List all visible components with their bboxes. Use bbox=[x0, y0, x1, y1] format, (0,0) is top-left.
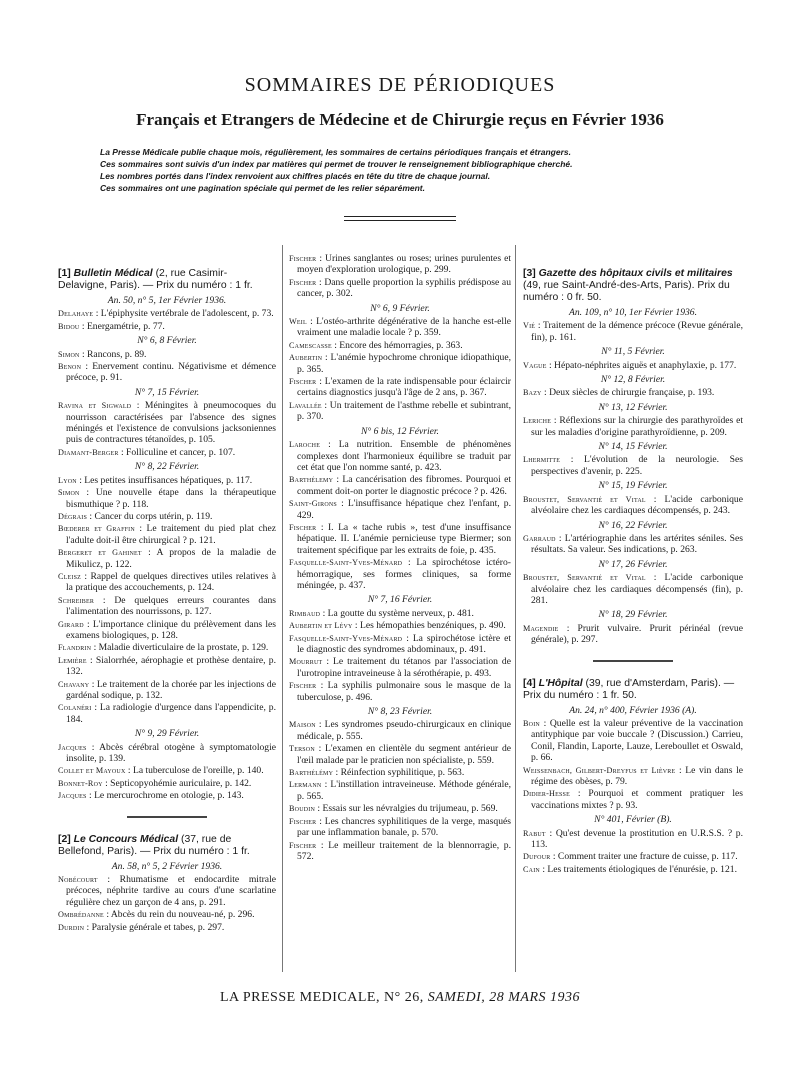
article-author: Weil bbox=[289, 317, 307, 327]
article-author: Fischer bbox=[289, 377, 317, 387]
issue-heading: N° 6 bis, 12 Février. bbox=[361, 425, 439, 437]
journal-heading bbox=[58, 834, 276, 858]
article-author: Boin bbox=[523, 718, 540, 728]
article-title: : Rhumatisme et endocardite mitrale précoces, néphrite tardive au cours d'une scarlatine régulière chez un garçon de 4 ans, p. 291. bbox=[66, 874, 276, 908]
article-entry bbox=[289, 816, 511, 839]
article-author: Vié bbox=[523, 321, 536, 331]
article-title: : L'anémie hypochrome chronique idiopathique, p. 365. bbox=[297, 352, 511, 375]
article-title: : La radiologie d'urgence dans l'appendicite, p. 184. bbox=[66, 702, 276, 725]
article-entry bbox=[289, 316, 511, 339]
article-title: : I. La « tache rubis », test d'une insuffisance hépatique. II. L'anémie pernicieuse type Biermer; son traitement spécifique par les extraits de foie, p. 435. bbox=[297, 521, 511, 556]
article-entry bbox=[289, 522, 511, 556]
article-entry bbox=[523, 572, 743, 606]
article-entry bbox=[289, 400, 511, 423]
article-author: Garraud bbox=[523, 533, 556, 543]
column-3 bbox=[523, 268, 743, 876]
article-title: : L'évolution de la neurologie. Ses perspectives d'avenir, p. 225. bbox=[531, 454, 743, 477]
article-title: : L'examen en clientèle du segment antérieur de l'œil malade par le praticien non spécialiste, p. 559. bbox=[297, 743, 511, 766]
article-author: Rimbaud bbox=[289, 608, 321, 618]
article-entry bbox=[523, 864, 743, 875]
column-divider bbox=[515, 245, 516, 972]
issue-heading: N° 13, 12 Février. bbox=[598, 401, 668, 413]
article-author: Collet et Mayoux bbox=[58, 766, 126, 776]
issue-heading: N° 8, 22 Février. bbox=[134, 461, 200, 473]
article-title: : Qu'est devenue la prostitution en U.R.S.S. ? p. 113. bbox=[531, 827, 743, 851]
article-title: : Le meilleur traitement de la blennorragie, p. 572. bbox=[297, 839, 511, 862]
article-entry bbox=[523, 718, 743, 764]
article-title: : La spirochétose ictère et le diagnostic des syndromes abdominaux, p. 491. bbox=[297, 632, 511, 655]
article-entry bbox=[523, 623, 743, 646]
article-author: Barthélémy bbox=[289, 768, 334, 778]
article-title: : La tuberculose de l'oreille, p. 140. bbox=[127, 765, 264, 777]
article-title: : La spirochétose ictéro-hémorragique, ses formes cliniques, sa forme méningée, p. 437. bbox=[297, 557, 511, 591]
article-author: Laroche bbox=[289, 440, 321, 450]
article-entry bbox=[58, 400, 276, 446]
article-title: : L'épiphysite vertébrale de l'adolescent, p. 73. bbox=[95, 308, 274, 320]
article-author: Mourrut bbox=[289, 657, 323, 667]
article-author: Durdin bbox=[58, 922, 85, 932]
article-title: : Sialorrhée, aérophagie et prothèse dentaire, p. 132. bbox=[66, 654, 277, 678]
article-title: : Le traitement de la chorée par les injections de gardénal sodique, p. 132. bbox=[66, 678, 276, 701]
column-2 bbox=[289, 253, 511, 863]
issue-heading: N° 16, 22 Février. bbox=[598, 519, 668, 531]
article-entry bbox=[289, 474, 511, 497]
intro-notice bbox=[100, 146, 700, 194]
article-author: Bonnet-Roy bbox=[58, 778, 103, 788]
issue-heading: N° 14, 15 Février. bbox=[598, 441, 668, 453]
article-entry bbox=[523, 765, 743, 788]
article-author: Ravina et Sigwald bbox=[58, 401, 132, 411]
article-author: Fasquelle-Saint-Yves-Ménard bbox=[289, 558, 403, 568]
journal-address: (49, rue Saint-André-des-Arts, Paris). Prix du numéro : 0 fr. 50. bbox=[523, 280, 730, 303]
article-title: : Les traitements étiologiques de l'énurésie, p. 121. bbox=[542, 863, 737, 875]
issue-heading: N° 7, 15 Février. bbox=[134, 386, 200, 398]
article-title: : Un traitement de l'asthme rebelle et subintrant, p. 370. bbox=[297, 399, 511, 423]
article-author: Lyon bbox=[58, 475, 77, 485]
article-title: : Traitement de la démence précoce (Revue générale, fin), p. 161. bbox=[531, 320, 743, 343]
article-entry bbox=[58, 778, 276, 789]
page-title: SOMMAIRES DE PÉRIODIQUES bbox=[244, 74, 556, 96]
article-entry bbox=[289, 767, 511, 778]
article-entry bbox=[58, 874, 276, 908]
article-title: : Les chancres syphilitiques de la verge, masqués par une inflammation banale, p. 570. bbox=[297, 815, 511, 839]
article-author: Broustet, Servantié et Vital bbox=[523, 573, 646, 583]
article-title: : Les petites insuffisances hépatiques, p. 117. bbox=[79, 474, 253, 486]
article-title: : La nutrition. Ensemble de phénomènes complexes dont l'harmonieux équilibre se traduit par cet état que l'on nomme santé, p. 423. bbox=[297, 439, 512, 473]
article-entry bbox=[289, 439, 511, 473]
article-entry bbox=[58, 321, 276, 332]
article-title: : Maladie diverticulaire de la prostate, p. 129. bbox=[93, 642, 269, 654]
journal-heading bbox=[58, 268, 276, 292]
article-author: Cain bbox=[523, 864, 540, 874]
article-entry bbox=[58, 909, 276, 920]
article-title: : Deux siècles de chirurgie française, p. 193. bbox=[544, 387, 715, 399]
article-title: : Le traitement du tétanos par l'association de l'urotropine intraveineuse à la sérothérapie, p. 493. bbox=[297, 656, 511, 679]
article-title: : Le vin dans le régime des obèses, p. 79. bbox=[531, 764, 743, 787]
article-title: : Abcès cérébral otogène à symptomatologie insolite, p. 139. bbox=[66, 741, 277, 765]
article-entry bbox=[523, 360, 743, 371]
article-title: : La syphilis pulmonaire sous le masque de la tuberculose, p. 496. bbox=[297, 680, 511, 703]
article-author: Benon bbox=[58, 362, 82, 372]
article-author: Bergeret et Gahinet bbox=[58, 548, 142, 558]
article-entry bbox=[58, 349, 276, 360]
article-author: Simon bbox=[58, 349, 80, 359]
issue-heading: N° 7, 16 Février. bbox=[367, 594, 433, 606]
article-author: Nobécourt bbox=[58, 875, 98, 885]
section-divider bbox=[593, 660, 673, 662]
journal-number: [2] bbox=[58, 833, 71, 845]
article-author: Chavany bbox=[58, 679, 90, 689]
article-author: Camescasse bbox=[289, 340, 332, 350]
issue-heading: An. 50, n° 5, 1er Février 1936. bbox=[107, 295, 227, 306]
article-entry bbox=[523, 533, 743, 556]
article-entry bbox=[58, 361, 276, 384]
article-title: : De quelques erreurs courantes dans l'alimentation des nourrissons, p. 127. bbox=[66, 594, 276, 618]
issue-heading: N° 6, 8 Février. bbox=[137, 335, 197, 347]
article-author: Vague bbox=[523, 360, 547, 370]
article-title: : Urines sanglantes ou roses; urines purulentes et moyen d'exploration urologique, p. 299. bbox=[297, 253, 511, 276]
article-author: Lhermitte bbox=[523, 455, 561, 465]
article-title: : Rappel de quelques directives utiles relatives à la pratique des accouchements, p. 124. bbox=[66, 570, 276, 594]
intro-line: La Presse Médicale publie chaque mois, régulièrement, les sommaires de certains périodiques français et étrangers. bbox=[100, 147, 571, 157]
issue-heading: An. 24, n° 400, Février 1936 (A). bbox=[569, 704, 697, 716]
article-author: Fischer bbox=[289, 840, 317, 850]
issue-heading: An. 58, n° 5, 2 Février 1936. bbox=[111, 860, 223, 872]
article-title: : Septicopyohémie auriculaire, p. 142. bbox=[105, 777, 252, 789]
journal-address: (2, rue Casimir-Delavigne, Paris). — Prix du numéro : 1 fr. bbox=[58, 268, 253, 291]
article-title: : Rancons, p. 89. bbox=[81, 348, 147, 360]
article-author: Barthélemy bbox=[289, 475, 334, 485]
article-title: : L'acide carbonique alvéolaire chez les cardiaques décompensés, p. 243. bbox=[531, 493, 743, 517]
article-author: Girard bbox=[58, 619, 84, 629]
article-author: Fasquelle-Saint-Yves-Ménard bbox=[289, 633, 403, 643]
article-title: : Folliculine et cancer, p. 107. bbox=[120, 446, 236, 458]
article-author: Cleisz bbox=[58, 571, 81, 581]
article-author: Dufour bbox=[523, 852, 551, 862]
article-entry bbox=[58, 571, 276, 594]
column-1 bbox=[58, 268, 276, 934]
article-entry bbox=[58, 595, 276, 618]
article-title: : Une nouvelle étape dans la thérapeutique bismuthique ? p. 118. bbox=[66, 487, 276, 510]
article-entry bbox=[523, 387, 743, 398]
article-entry bbox=[58, 308, 276, 319]
article-entry bbox=[58, 487, 276, 510]
article-title: : L'importance clinique du prélèvement dans les examens biologiques, p. 128. bbox=[66, 618, 277, 641]
article-title: : Encore des hémorragies, p. 363. bbox=[334, 339, 463, 351]
article-author: Lemière bbox=[58, 655, 87, 665]
article-entry bbox=[58, 679, 276, 702]
article-entry bbox=[289, 498, 511, 521]
article-author: Colanéri bbox=[58, 703, 92, 713]
article-author: Flandrin bbox=[58, 643, 92, 653]
article-title: : Cancer du corps utérin, p. 119. bbox=[89, 510, 213, 522]
article-author: Magendie bbox=[523, 623, 559, 633]
article-author: Aubertin et Lévy bbox=[289, 621, 353, 631]
article-entry bbox=[289, 779, 511, 802]
article-entry bbox=[523, 415, 743, 438]
article-author: Bidou bbox=[58, 321, 80, 331]
article-entry bbox=[289, 719, 511, 742]
article-author: Fischer bbox=[289, 816, 317, 826]
journal-number: [3] bbox=[523, 268, 536, 279]
issue-heading: N° 17, 26 Février. bbox=[598, 558, 668, 570]
article-author: Saint-Girons bbox=[289, 499, 337, 509]
article-entry bbox=[289, 340, 511, 351]
article-author: Aubertin bbox=[289, 353, 323, 363]
article-entry bbox=[58, 619, 276, 642]
article-title: : Les syndromes pseudo-chirurgicaux en clinique médicale, p. 555. bbox=[297, 719, 511, 742]
journal-name: L'Hôpital bbox=[538, 677, 583, 689]
article-title: : Les hémopathies benzéniques, p. 490. bbox=[354, 620, 506, 632]
journal-number: [1] bbox=[58, 268, 71, 279]
page-subtitle: Français et Etrangers de Médecine et de Chirurgie reçus en Février 1936 bbox=[136, 110, 664, 129]
article-author: Terson bbox=[289, 744, 315, 754]
article-entry bbox=[58, 765, 276, 776]
journal-heading bbox=[523, 678, 743, 702]
article-entry bbox=[289, 633, 511, 656]
article-author: Fischer bbox=[289, 522, 317, 532]
article-entry bbox=[289, 277, 511, 300]
journal-name: Le Concours Médical bbox=[73, 833, 179, 845]
article-title: : L'acide carbonique alvéolaire chez les cardiaques décompensés (fin), p. 281. bbox=[531, 572, 743, 606]
intro-line: Les nombres portés dans l'index renvoient aux chiffres placés en tête du titre de chaque journal. bbox=[100, 171, 491, 181]
article-author: Broustet, Servantié et Vital bbox=[523, 494, 646, 504]
issue-heading: N° 11, 5 Février. bbox=[601, 346, 665, 358]
journal-address: (37, rue de Bellefond, Paris). — Prix du numéro : 1 fr. bbox=[58, 833, 250, 857]
article-title: : Réflexions sur la chirurgie des parathyroïdes et sur les maladies d'origine parathyroïdienne, p. 209. bbox=[531, 415, 743, 438]
article-title: : Le mercurochrome en otologie, p. 143. bbox=[89, 790, 244, 802]
article-title: : L'artériographie dans les artérites séniles. Ses résultats. Sa valeur. Ses indications, p. 263. bbox=[531, 532, 743, 556]
article-entry bbox=[58, 511, 276, 522]
article-author: Simon bbox=[58, 488, 80, 498]
article-entry bbox=[523, 851, 743, 862]
footer-date: SAMEDI, 28 MARS 1936 bbox=[427, 990, 581, 1005]
journal-name: Bulletin Médical bbox=[73, 268, 153, 279]
column-divider bbox=[282, 245, 283, 972]
article-title: : La goutte du système nerveux, p. 481. bbox=[322, 607, 474, 619]
footer-number: N° 26, bbox=[383, 990, 424, 1005]
journal-name: Gazette des hôpitaux civils et militaires bbox=[538, 268, 733, 279]
article-entry bbox=[289, 656, 511, 679]
section-divider bbox=[127, 816, 207, 818]
article-entry bbox=[289, 557, 511, 591]
article-entry bbox=[58, 547, 276, 570]
issue-heading: N° 8, 23 Février. bbox=[367, 706, 433, 718]
article-entry bbox=[58, 790, 276, 801]
article-title: : Abcès du rein du nouveau-né, p. 296. bbox=[106, 909, 255, 921]
article-author: Dégrais bbox=[58, 511, 87, 521]
page-footer bbox=[0, 990, 800, 1006]
header-divider bbox=[344, 216, 456, 221]
article-author: Lavallée bbox=[289, 400, 322, 410]
journal-number: [4] bbox=[523, 677, 536, 689]
article-entry bbox=[58, 642, 276, 653]
issue-heading: N° 401, Février (B). bbox=[594, 814, 672, 826]
article-title: : Le traitement du pied plat chez l'adulte doit-il être chirurgical ? p. 121. bbox=[66, 523, 276, 546]
article-title: : Pourquoi et comment pratiquer les vaccinations mixtes ? p. 93. bbox=[531, 788, 743, 811]
article-author: Delahaye bbox=[58, 309, 94, 319]
footer-journal: LA PRESSE MEDICALE, bbox=[219, 990, 380, 1005]
article-entry bbox=[58, 742, 276, 765]
article-title: : Enervement continu. Négativisme et démence précoce, p. 91. bbox=[66, 361, 276, 384]
article-author: Maison bbox=[289, 720, 316, 730]
article-entry bbox=[523, 828, 743, 851]
article-entry bbox=[289, 620, 511, 631]
article-title: : Comment traiter une fracture de cuisse, p. 117. bbox=[552, 851, 738, 863]
article-entry bbox=[289, 743, 511, 766]
article-entry bbox=[523, 320, 743, 343]
article-author: Fischer bbox=[289, 681, 317, 691]
article-author: Bazy bbox=[523, 388, 542, 398]
article-entry bbox=[289, 608, 511, 619]
article-entry bbox=[523, 494, 743, 517]
article-entry bbox=[523, 788, 743, 811]
article-title: : Prurit vulvaire. Prurit périnéal (revue générale), p. 297. bbox=[531, 622, 743, 646]
article-entry bbox=[58, 447, 276, 458]
article-entry bbox=[289, 376, 511, 399]
article-author: Bœderer et Graffin bbox=[58, 524, 135, 534]
article-author: Fischer bbox=[289, 277, 317, 287]
article-author: Ombrédanne bbox=[58, 910, 104, 920]
article-author: Didier-Hesse bbox=[523, 789, 570, 799]
issue-heading: N° 12, 8 Février. bbox=[600, 374, 666, 386]
article-entry bbox=[289, 253, 511, 276]
article-entry bbox=[289, 803, 511, 814]
article-entry bbox=[523, 454, 743, 477]
article-title: : L'instillation intraveineuse. Méthode générale, p. 565. bbox=[297, 779, 511, 802]
article-title: : La cancérisation des fibromes. Pourquoi et comment doit-on porter le diagnostic précoce ? p. 426. bbox=[297, 474, 511, 497]
article-title: : L'insuffisance hépatique chez l'enfant, p. 429. bbox=[297, 498, 511, 521]
article-title: : L'ostéo-arthrite dégénérative de la hanche est-elle vraiment une maladie locale ? p. 359. bbox=[297, 316, 512, 339]
article-author: Boudin bbox=[289, 804, 315, 814]
article-title: : Paralysie générale et tabes, p. 297. bbox=[86, 921, 225, 933]
article-entry bbox=[58, 523, 276, 546]
intro-line: Ces sommaires sont suivis d'un index par matières qui permet de trouver le renseignement bibliographique cherché. bbox=[100, 159, 573, 169]
issue-heading: An. 109, n° 10, 1er Février 1936. bbox=[568, 307, 697, 318]
issue-heading: N° 18, 29 Février. bbox=[598, 609, 668, 621]
article-author: Fischer bbox=[289, 254, 317, 263]
issue-heading: N° 9, 29 Février. bbox=[134, 728, 200, 740]
article-title: : Méningites à pneumocoques du nourrisson caractérisées par l'absence des signes méningés et l'existence de convulsions jacksoniennes puis de contractures tétanoïdes, p. 105. bbox=[66, 400, 276, 446]
issue-heading: N° 6, 9 Février. bbox=[370, 302, 430, 314]
intro-line: Ces sommaires ont une pagination spéciale qui permet de les relier séparément. bbox=[100, 183, 426, 193]
article-title: : L'examen de la rate indispensable pour éclaircir certains diagnostics jusqu'à l'âge de 2 ans, p. 367. bbox=[297, 376, 511, 399]
article-author: Schreiber bbox=[58, 595, 95, 605]
article-entry bbox=[289, 352, 511, 375]
journal-address: (39, rue d'Amsterdam, Paris). — Prix du numéro : 1 fr. 50. bbox=[523, 677, 735, 701]
article-title: : Réinfection syphilitique, p. 563. bbox=[335, 767, 465, 779]
article-title: : Quelle est la valeur préventive de la vaccination antityphique par voie buccale ? (Discussion.) Carrieu, Conil, Flandin, Laporte, Lauze, Lereboullet et Oswald, p. 66. bbox=[531, 717, 743, 764]
article-author: Jacques bbox=[58, 742, 87, 752]
article-entry bbox=[58, 922, 276, 933]
issue-heading: N° 15, 19 Février. bbox=[598, 480, 668, 492]
article-title: : Energamétrie, p. 77. bbox=[81, 320, 165, 332]
article-entry bbox=[58, 475, 276, 486]
article-entry bbox=[58, 655, 276, 678]
article-author: Lermann bbox=[289, 780, 322, 790]
article-entry bbox=[289, 840, 511, 863]
article-entry bbox=[58, 702, 276, 725]
article-title: : A propos de la maladie de Mikulicz, p. 122. bbox=[66, 547, 276, 570]
article-title: : Essais sur les névralgies du trijumeau, p. 569. bbox=[317, 803, 498, 815]
article-title: : Hépato-néphrites aiguës et anaphylaxie, p. 177. bbox=[548, 359, 737, 371]
article-author: Diamant-Berger bbox=[58, 447, 119, 457]
article-author: Rabut bbox=[523, 828, 546, 838]
article-author: Weissenbach, Gilbert-Dreyfus et Lièvre bbox=[523, 765, 676, 775]
article-entry bbox=[289, 680, 511, 703]
article-author: Jacques bbox=[58, 791, 87, 801]
article-author: Leriche bbox=[523, 416, 552, 426]
article-title: : Dans quelle proportion la syphilis prédispose au cancer, p. 302. bbox=[297, 276, 511, 300]
journal-heading bbox=[523, 268, 743, 304]
